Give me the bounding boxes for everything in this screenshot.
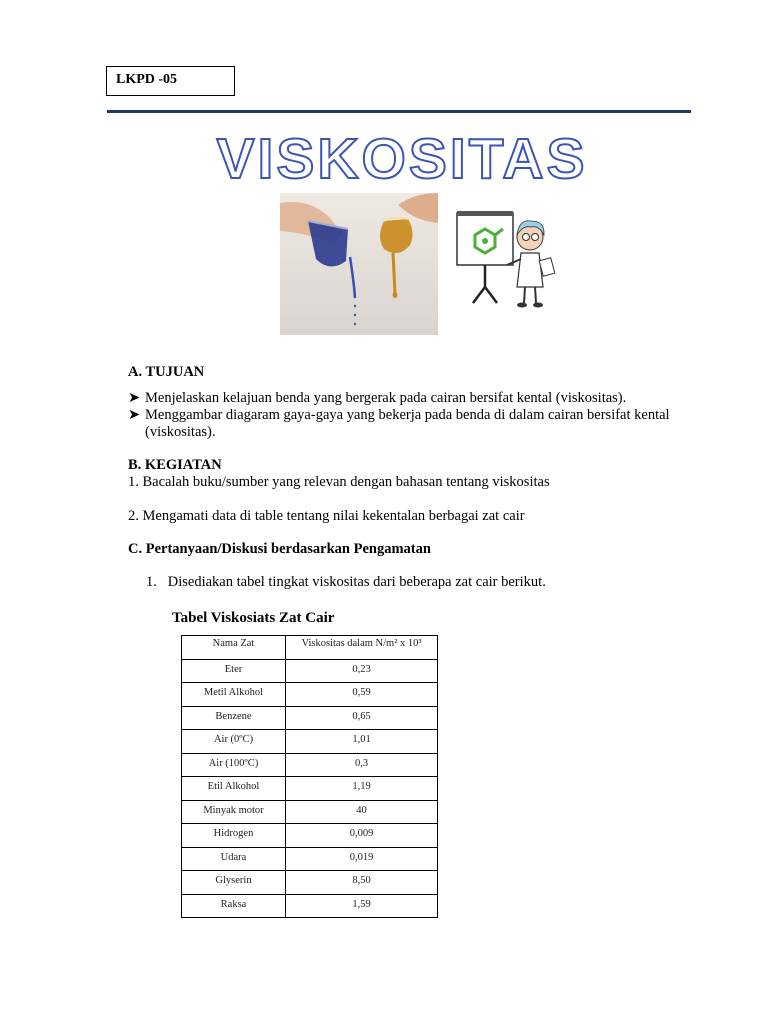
substance-cell: Etil Alkohol [182,777,286,801]
viscosity-cell: 8,50 [286,871,438,895]
viscosity-cell: 0,019 [286,847,438,871]
substance-cell: Minyak motor [182,800,286,824]
viscosity-cell: 0,3 [286,753,438,777]
pouring-liquids-photo [280,193,438,335]
column-header: Viskositas dalam N/m² x 10³ [286,636,438,660]
table-header-row [182,636,438,660]
viscosity-cell: 1,59 [286,894,438,918]
table-row [182,800,438,824]
page-title: VISKOSITAS [216,127,588,191]
viscosity-table [181,635,438,918]
table-row [182,824,438,848]
substance-cell: Hidrogen [182,824,286,848]
section-c-heading: C. Pertanyaan/Diskusi berdasarkan Pengamatan [128,541,431,557]
table-row [182,683,438,707]
substance-cell: Benzene [182,706,286,730]
substance-cell: Glyserin [182,871,286,895]
viscosity-cell: 0,23 [286,659,438,683]
viscosity-cell: 1,01 [286,730,438,754]
substance-cell: Metil Alkohol [182,683,286,707]
list-item [128,407,688,441]
viscosity-cell: 1,19 [286,777,438,801]
viscosity-cell: 40 [286,800,438,824]
table-title: Tabel Viskosiats Zat Cair [172,610,335,626]
list-item [128,390,688,407]
question-item: 1. Disediakan tabel tingkat viskositas dari beberapa zat cair berikut. [146,574,546,590]
viscosity-cell: 0,009 [286,824,438,848]
table-row [182,847,438,871]
substance-cell: Udara [182,847,286,871]
objective-text: Menjelaskan kelajuan benda yang bergerak pada cairan bersifat kental (viskositas). [145,390,627,406]
substance-cell: Raksa [182,894,286,918]
lkpd-code-box: LKPD -05 [106,66,235,96]
substance-cell: Air (100ºC) [182,753,286,777]
table-row [182,706,438,730]
viscosity-cell: 0,59 [286,683,438,707]
scientist-cartoon [455,207,565,312]
objective-text: Menggambar diagaram gaya-gaya yang bekerja pada benda di dalam cairan bersifat kental (viskositas). [145,407,670,440]
section-a-heading: A. TUJUAN [128,364,205,380]
substance-cell: Eter [182,659,286,683]
column-header: Nama Zat [182,636,286,660]
section-b-heading: B. KEGIATAN [128,457,222,473]
table-row [182,871,438,895]
activity-item: 2. Mengamati data di table tentang nilai kekentalan berbagai zat cair [128,508,525,524]
table-row [182,753,438,777]
arrowhead-bullet-icon: ➤ [128,390,141,406]
substance-cell: Air (0ºC) [182,730,286,754]
table-row [182,659,438,683]
viscosity-cell: 0,65 [286,706,438,730]
table-row [182,730,438,754]
activity-item: 1. Bacalah buku/sumber yang relevan dengan bahasan tentang viskositas [128,474,550,490]
table-row [182,894,438,918]
arrowhead-bullet-icon: ➤ [128,407,141,423]
header-rule [107,110,691,113]
table-row [182,777,438,801]
